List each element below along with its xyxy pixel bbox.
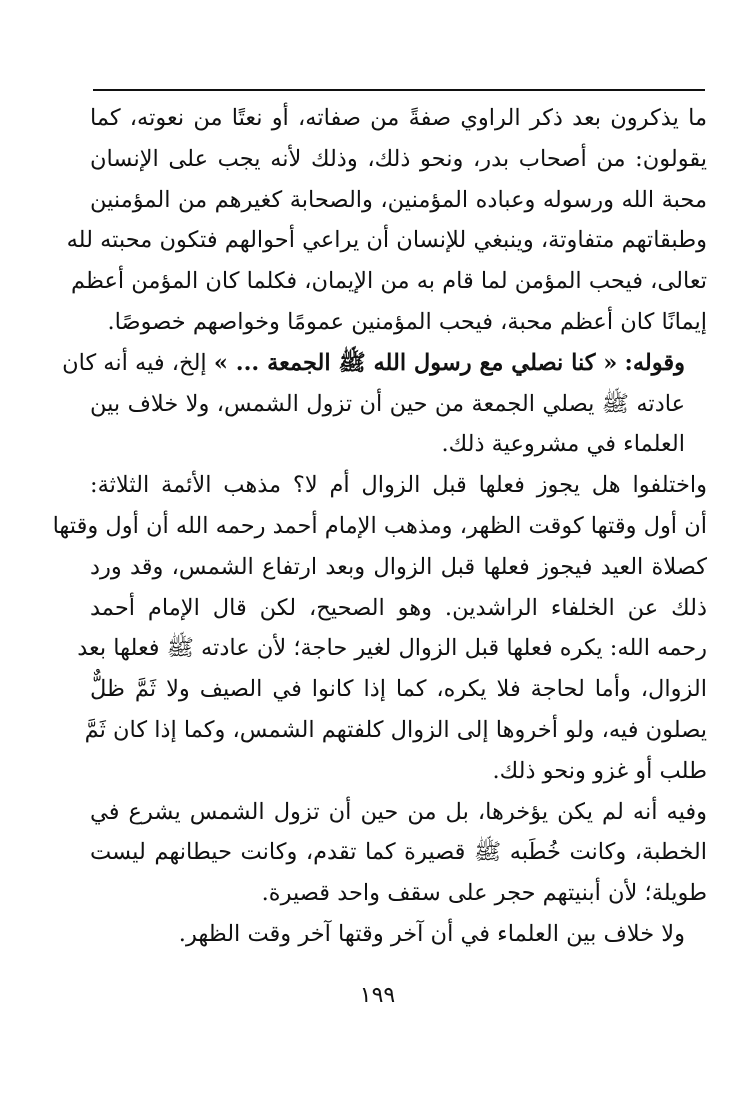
lead-word: وقوله:: [624, 349, 685, 376]
hadith-quote: « كنا نصلي مع رسول الله ﷺ الجمعة ... »: [213, 349, 618, 376]
text-line: وفيه أنه لم يكن يؤخرها، بل من حين أن تزول الشمس يشرع في: [90, 798, 707, 825]
text-line: ذلك عن الخلفاء الراشدين. وهو الصحيح، لكن قال الإمام أحمد: [90, 594, 707, 621]
text-line: طويلة؛ لأن أبنيتهم حجر على سقف واحد قصيرة.: [261, 880, 707, 907]
text-line: أن أول وقتها كوقت الظهر، ومذهب الإمام أحمد رحمه الله أن أول وقتها: [52, 512, 707, 539]
text-line: كصلاة العيد فيجوز فعلها قبل الزوال وبعد ارتفاع الشمس، وقد ورد: [90, 553, 707, 580]
paragraph: [90, 792, 707, 914]
text-line: رحمه الله: يكره فعلها قبل الزوال لغير حاجة؛ لأن عادته ﷺ فعلها بعد: [77, 635, 707, 662]
text-line: واختلفوا هل يجوز فعلها قبل الزوال أم لا؟ مذهب الأئمة الثلاثة:: [90, 472, 707, 499]
line-continuation: إلخ، فيه أنه كان: [62, 349, 207, 376]
text-line: محبة الله ورسوله وعباده المؤمنين، والصحابة كغيرهم من المؤمنين: [90, 186, 707, 213]
text-line: عادته ﷺ يصلي الجمعة من حين أن تزول الشمس، ولا خلاف بين: [90, 390, 685, 417]
paragraph: [90, 914, 707, 955]
text-line: يصلون فيه، ولو أخروها إلى الزوال كلفتهم الشمس، وكما إذا كان ثَمَّ: [84, 716, 707, 743]
paragraph: [66, 98, 707, 343]
paragraph: [62, 343, 707, 465]
text-line: ما يذكرون بعد ذكر الراوي صفةً من صفاته، أو نعتًا من نعوته، كما: [90, 105, 707, 131]
body-text: [52, 98, 707, 955]
paragraph: [52, 465, 707, 791]
text-line: طلب أو غزو ونحو ذلك.: [492, 757, 707, 784]
text-line: ولا خلاف بين العلماء في أن آخر وقتها آخر وقت الظهر.: [178, 920, 685, 947]
page-number: ١٩٩: [359, 983, 396, 1008]
text-line: العلماء في مشروعية ذلك.: [441, 431, 685, 458]
text-line: تعالى، فيحب المؤمن لما قام به من الإيمان، فكلما كان المؤمن أعظم: [71, 268, 707, 295]
text-line: إيمانًا كان أعظم محبة، فيحب المؤمنين عمومًا وخواصهم خصوصًا.: [107, 308, 707, 335]
header-rule: [93, 89, 705, 91]
text-line: [62, 343, 707, 384]
text-line: الخطبة، وكانت خُطَبه ﷺ قصيرة كما تقدم، وكانت حيطانهم ليست: [90, 839, 707, 866]
text-line: يقولون: من أصحاب بدر، ونحو ذلك، وذلك لأنه يجب على الإنسان: [90, 145, 707, 172]
text-line: وطبقاتهم متفاوتة، وينبغي للإنسان أن يراعي أحوالهم فتكون محبته لله: [66, 227, 707, 254]
text-line: الزوال، وأما لحاجة فلا يكره، كما إذا كانوا في الصيف ولا ثَمَّ ظلٌّ: [90, 676, 707, 703]
